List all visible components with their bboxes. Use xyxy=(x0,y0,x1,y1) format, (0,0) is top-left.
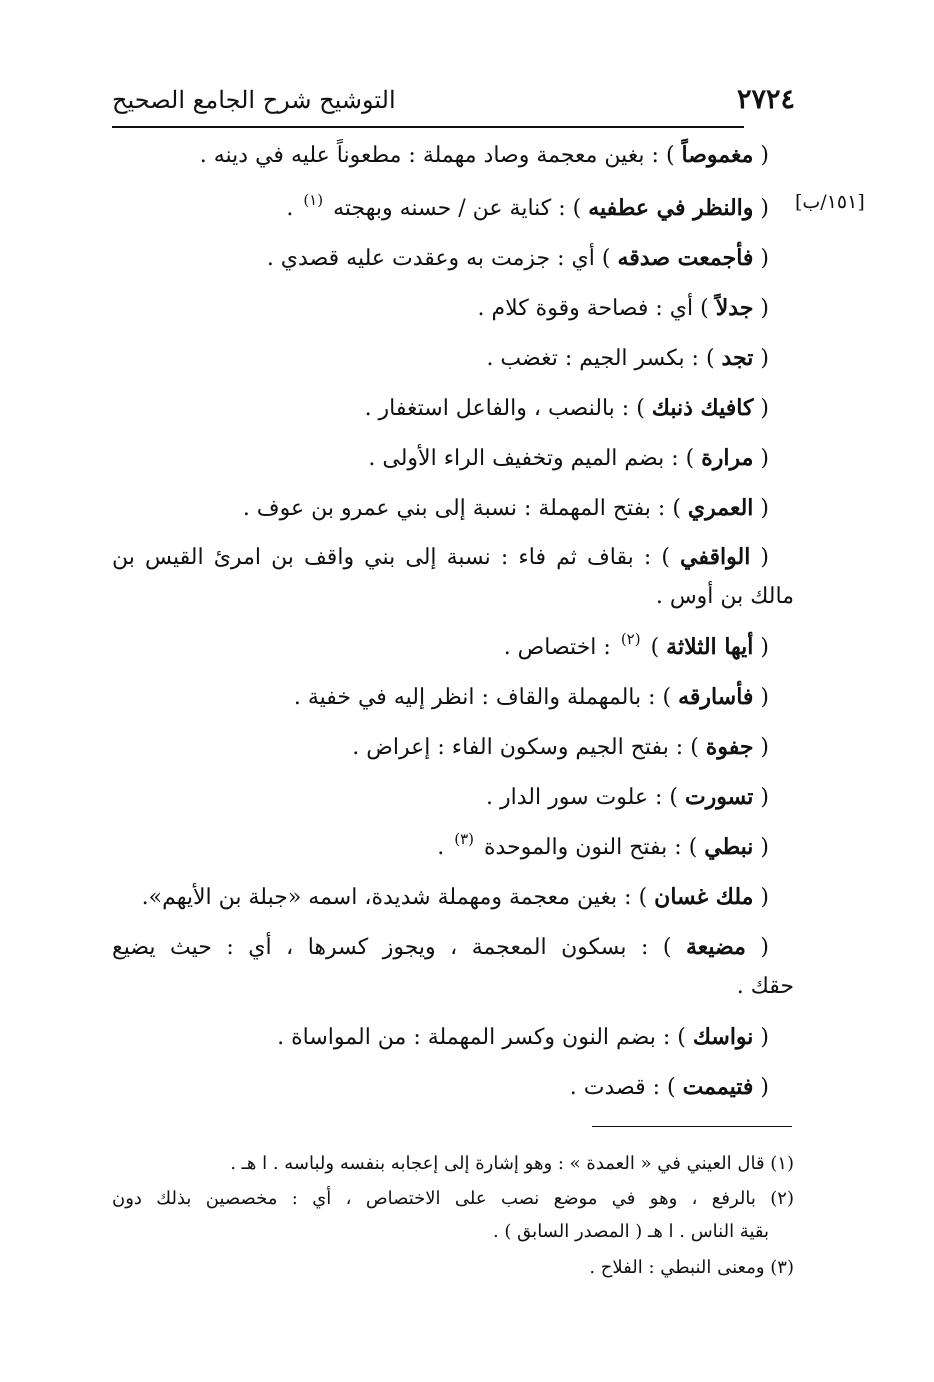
running-header xyxy=(112,84,795,124)
entry-term: نبطي xyxy=(704,834,754,860)
entry-gloss: : قصدت . xyxy=(569,1075,667,1100)
footnote: (٢) بالرفع ، وهو في موضع نصب على الاختصاص ، أي : مخصصين بذلك دون xyxy=(112,1188,794,1209)
header-rule xyxy=(112,126,744,128)
page-number: ٢٧٢٤ xyxy=(736,84,795,115)
entry-line: ( الواقفي ) : بقاف ثم فاء : نسبة إلى بني واقف بن امرئ القيس بن xyxy=(112,544,769,570)
footnote-rule xyxy=(592,1126,792,1127)
footnote-continuation: بقية الناس . ا هـ ( المصدر السابق ) . xyxy=(492,1221,769,1242)
entry-term: مرارة xyxy=(701,445,754,471)
entry-gloss: : بغين معجمة ومهملة شديدة، اسمه «جبلة بن الأيهم». xyxy=(141,885,639,910)
entry-line: ( جدلاً ) أي : فصاحة وقوة كلام . xyxy=(477,295,769,321)
entry-term: أيها الثلاثة xyxy=(666,634,754,660)
entry-gloss: : بكسر الجيم : تغضب . xyxy=(486,346,706,371)
footnote-marker[interactable]: (١) xyxy=(303,191,324,209)
entry-line: ( جفوة ) : بفتح الجيم وسكون الفاء : إعراض . xyxy=(352,734,769,760)
entry-line: ( ملك غسان ) : بغين معجمة ومهملة شديدة، اسمه «جبلة بن الأيهم». xyxy=(141,884,769,910)
entry-gloss: : بفتح الجيم وسكون الفاء : إعراض . xyxy=(352,735,691,760)
entry-term: جفوة xyxy=(705,734,754,760)
entry-line: ( مغموصاً ) : بغين معجمة وصاد مهملة : مطعوناً عليه في دينه . xyxy=(199,142,769,168)
entry-line: ( تسورت ) : علوت سور الدار . xyxy=(486,784,769,810)
book-title: التوشيح شرح الجامع الصحيح xyxy=(112,86,396,114)
entry-term: فأسارقه xyxy=(678,684,754,710)
entry-term: والنظر في عطفيه xyxy=(588,195,754,221)
entry-term: فأجمعت صدقه xyxy=(617,245,754,271)
footnote: (١) قال العيني في « العمدة » : وهو إشارة إلى إعجابه بنفسه ولباسه . ا هـ . xyxy=(230,1153,794,1174)
entry-term: تجد xyxy=(721,345,754,371)
entry-gloss: : بفتح المهملة : نسبة إلى بني عمرو بن عوف . xyxy=(242,496,673,521)
entry-gloss: : بسكون المعجمة ، ويجوز كسرها ، أي : حيث يضيع xyxy=(112,935,663,960)
entry-tail: . xyxy=(286,196,301,221)
entry-gloss: أي : فصاحة وقوة كلام . xyxy=(477,296,701,321)
entry-line: ( تجد ) : بكسر الجيم : تغضب . xyxy=(486,345,769,371)
entry-gloss: : بالمهملة والقاف : انظر إليه في خفية . xyxy=(293,685,663,710)
entry-continuation: مالك بن أوس . xyxy=(655,584,794,609)
entry-term: مغموصاً xyxy=(681,142,754,168)
entry-gloss: أي : جزمت به وعقدت عليه قصدي . xyxy=(266,246,602,271)
entry-continuation: حقك . xyxy=(736,974,794,999)
entry-gloss: : بضم الميم وتخفيف الراء الأولى . xyxy=(368,446,686,471)
entry-line: ( مرارة ) : بضم الميم وتخفيف الراء الأولى . xyxy=(368,445,769,471)
entry-gloss: : كناية عن / حسنه وبهجته xyxy=(333,196,573,221)
entry-gloss: : بغين معجمة وصاد مهملة : مطعوناً عليه في دينه . xyxy=(199,143,666,168)
footnote: (٣) ومعنى النبطي : الفلاح . xyxy=(589,1257,794,1278)
entry-line: ( مضيعة ) : بسكون المعجمة ، ويجوز كسرها ، أي : حيث يضيع xyxy=(112,934,769,960)
entry-gloss: : بقاف ثم فاء : نسبة إلى بني واقف بن امرئ القيس بن xyxy=(112,545,662,570)
entry-term: الواقفي xyxy=(680,544,751,570)
entry-term: ملك غسان xyxy=(654,884,754,910)
entry-term: العمري xyxy=(687,495,754,521)
entry-line: ( كافيك ذنبك ) : بالنصب ، والفاعل استغفار . xyxy=(364,395,769,421)
entry-gloss: : علوت سور الدار . xyxy=(486,785,670,810)
manuscript-folio-ref: [١٥١/ب] xyxy=(795,191,865,213)
entry-line: ( العمري ) : بفتح المهملة : نسبة إلى بني عمرو بن عوف . xyxy=(242,495,769,521)
footnote-marker[interactable]: (٣) xyxy=(454,830,475,848)
entry-line: ( نواسك ) : بضم النون وكسر المهملة : من المواساة . xyxy=(277,1024,769,1050)
entry-gloss: : بفتح النون والموحدة xyxy=(484,835,689,860)
entry-line: ( أيها الثلاثة ) $^{(٢)}$ : اختصاص . xyxy=(503,630,769,660)
entry-term: كافيك ذنبك xyxy=(651,395,754,421)
entry-tail: . xyxy=(437,835,452,860)
entry-term: مضيعة xyxy=(686,934,746,960)
entry-line: ( فتيممت ) : قصدت . xyxy=(569,1074,769,1100)
entry-gloss: : بالنصب ، والفاعل استغفار . xyxy=(364,396,637,421)
entry-line: ( فأجمعت صدقه ) أي : جزمت به وعقدت عليه قصدي . xyxy=(266,245,769,271)
entry-gloss: : بضم النون وكسر المهملة : من المواساة . xyxy=(277,1025,678,1050)
entry-line: ( نبطي ) : بفتح النون والموحدة $^{(٣)}$ . xyxy=(437,830,769,860)
entry-line: ( والنظر في عطفيه ) : كناية عن / حسنه وبهجته $^{(١)}$ . xyxy=(286,191,769,221)
entry-term: جدلاً xyxy=(715,295,754,321)
entry-term: نواسك xyxy=(692,1024,754,1050)
entry-term: فتيممت xyxy=(682,1074,754,1100)
entry-term: تسورت xyxy=(684,784,754,810)
footnote-marker[interactable]: (٢) xyxy=(620,630,641,648)
entry-line: ( فأسارقه ) : بالمهملة والقاف : انظر إليه في خفية . xyxy=(293,684,769,710)
entry-gloss: : اختصاص . xyxy=(503,635,618,660)
